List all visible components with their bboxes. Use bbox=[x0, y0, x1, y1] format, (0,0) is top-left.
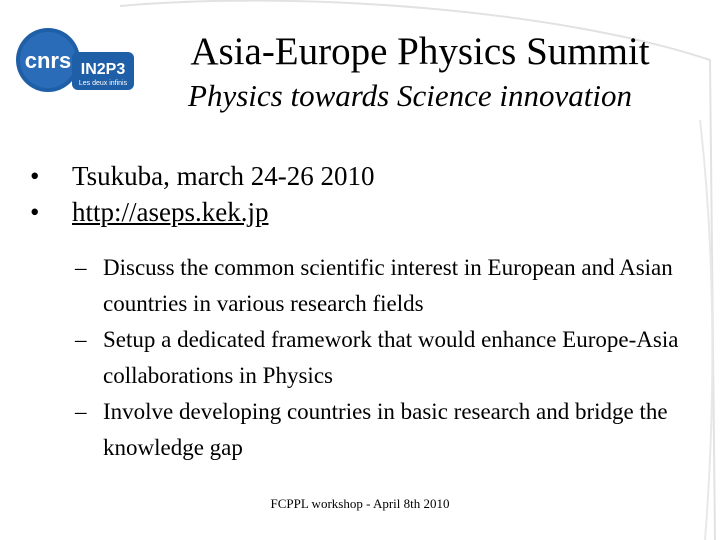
bullet-dot-icon: • bbox=[30, 197, 40, 227]
logo-cnrs-text: cnrs bbox=[24, 48, 72, 73]
dash-icon: – bbox=[75, 399, 87, 424]
slide-subtitle: Physics towards Science innovation bbox=[188, 78, 632, 113]
sub-bullet-item bbox=[75, 394, 695, 466]
slide-title: Asia-Europe Physics Summit bbox=[190, 30, 650, 73]
slide-footer: FCPPL workshop - April 8th 2010 bbox=[270, 496, 450, 511]
cnrs-in2p3-logo bbox=[14, 22, 138, 104]
bullet-list bbox=[26, 158, 706, 230]
sub-bullet-item bbox=[75, 322, 695, 394]
logo-tagline-text: Les deux infinis bbox=[78, 80, 128, 87]
sub-bullet-list bbox=[75, 250, 695, 466]
bullet-dot-icon: • bbox=[30, 161, 40, 191]
bullet-item bbox=[26, 158, 706, 194]
sub-bullet-text: Discuss the common scientific interest in European and Asian countries in various research fields bbox=[103, 255, 673, 316]
sub-bullet-text: Setup a dedicated framework that would enhance Europe-Asia collaborations in Physics bbox=[103, 327, 679, 388]
bullet-text: Tsukuba, march 24-26 2010 bbox=[72, 161, 375, 191]
bullet-item bbox=[26, 194, 706, 230]
sub-bullet-text: Involve developing countries in basic research and bridge the knowledge gap bbox=[103, 399, 668, 460]
sub-bullet-item bbox=[75, 250, 695, 322]
logo-in2p3-text: IN2P3 bbox=[80, 61, 126, 78]
dash-icon: – bbox=[75, 327, 87, 352]
dash-icon: – bbox=[75, 255, 87, 280]
website-link[interactable]: http://aseps.kek.jp bbox=[72, 197, 269, 227]
